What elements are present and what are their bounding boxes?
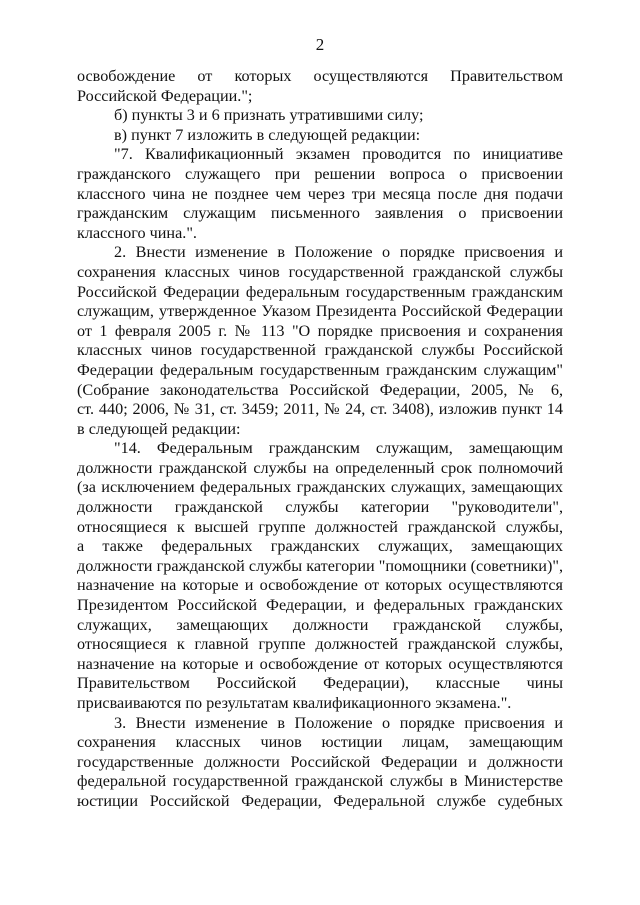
text-line: (Собрание законодательства Российской Федерации, 2005, № 6, <box>77 380 563 399</box>
text-line: "14. Федеральным гражданским служащим, замещающим <box>114 439 563 458</box>
text-line: Правительством Российской Федерации), классные чины <box>77 674 563 693</box>
text-line: государственные должности Российской Федерации и должности <box>77 752 563 771</box>
text-line: (за исключением федеральных гражданских служащих, замещающих <box>77 478 563 497</box>
text-line: сохранения классных чинов юстиции лицам, замещающим <box>77 733 563 752</box>
text-line: в) пункт 7 изложить в следующей редакции: <box>114 125 421 144</box>
text-line: должности гражданской службы категории "помощники (советники)", <box>77 556 563 575</box>
text-line: Российской Федерации."; <box>77 86 253 105</box>
text-line: классного чина не позднее чем через три месяца после дня подачи <box>77 184 563 203</box>
text-line: служащих, замещающих должности гражданской службы, <box>77 615 563 634</box>
document-body <box>77 67 563 812</box>
text-line: гражданским служащим письменного заявления о присвоении <box>77 204 563 223</box>
text-line: относящиеся к главной группе должностей гражданской службы, <box>77 635 563 654</box>
text-line: назначение на которые и освобождение от которых осуществляются <box>77 654 563 673</box>
text-line: классного чина.". <box>77 223 197 242</box>
text-line: присваиваются по результатам квалификационного экзамена.". <box>77 694 512 712</box>
text-line: должности гражданской службы на определенный срок полномочий <box>77 458 563 477</box>
text-line: от 1 февраля 2005 г. № 113 "О порядке присвоения и сохранения <box>77 321 563 340</box>
text-line: освобождение от которых осуществляются Правительством <box>77 67 563 85</box>
text-line: в следующей редакции: <box>77 419 241 438</box>
text-line: Федерации федеральным государственным гражданским служащим" <box>77 360 563 379</box>
text-line: относящиеся к высшей группе должностей гражданской службы, <box>77 517 563 536</box>
text-line: 3. Внести изменение в Положение о порядке присвоения и <box>114 713 563 732</box>
text-line: гражданского служащего при решении вопроса о присвоении <box>77 164 563 183</box>
text-line: сохранения классных чинов государственной гражданской службы <box>77 262 563 281</box>
text-line: ст. 440; 2006, № 31, ст. 3459; 2011, № 24, ст. 3408), изложив пункт 14 <box>77 400 563 419</box>
text-line: назначение на которые и освобождение от которых осуществляются <box>77 576 563 595</box>
text-line: Президентом Российской Федерации, и федеральных гражданских <box>77 596 563 615</box>
text-line: а также федеральных гражданских служащих, замещающих <box>77 537 563 556</box>
page-number: 2 <box>315 35 325 54</box>
text-line: 2. Внести изменение в Положение о порядке присвоения и <box>114 243 563 262</box>
text-line: "7. Квалификационный экзамен проводится по инициативе <box>114 145 563 164</box>
text-line: федеральной государственной гражданской службы в Министерстве <box>77 772 563 791</box>
text-line: юстиции Российской Федерации, Федеральной службе судебных <box>77 791 563 810</box>
text-line: б) пункты 3 и 6 признать утратившими силу; <box>114 106 424 125</box>
text-line: служащим, утвержденное Указом Президента Российской Федерации <box>77 302 563 321</box>
text-line: должности гражданской службы категории "руководители", <box>77 498 563 517</box>
text-line: Российской Федерации федеральным государственным гражданским <box>77 282 563 301</box>
text-line: классных чинов государственной гражданской службы Российской <box>77 341 563 360</box>
